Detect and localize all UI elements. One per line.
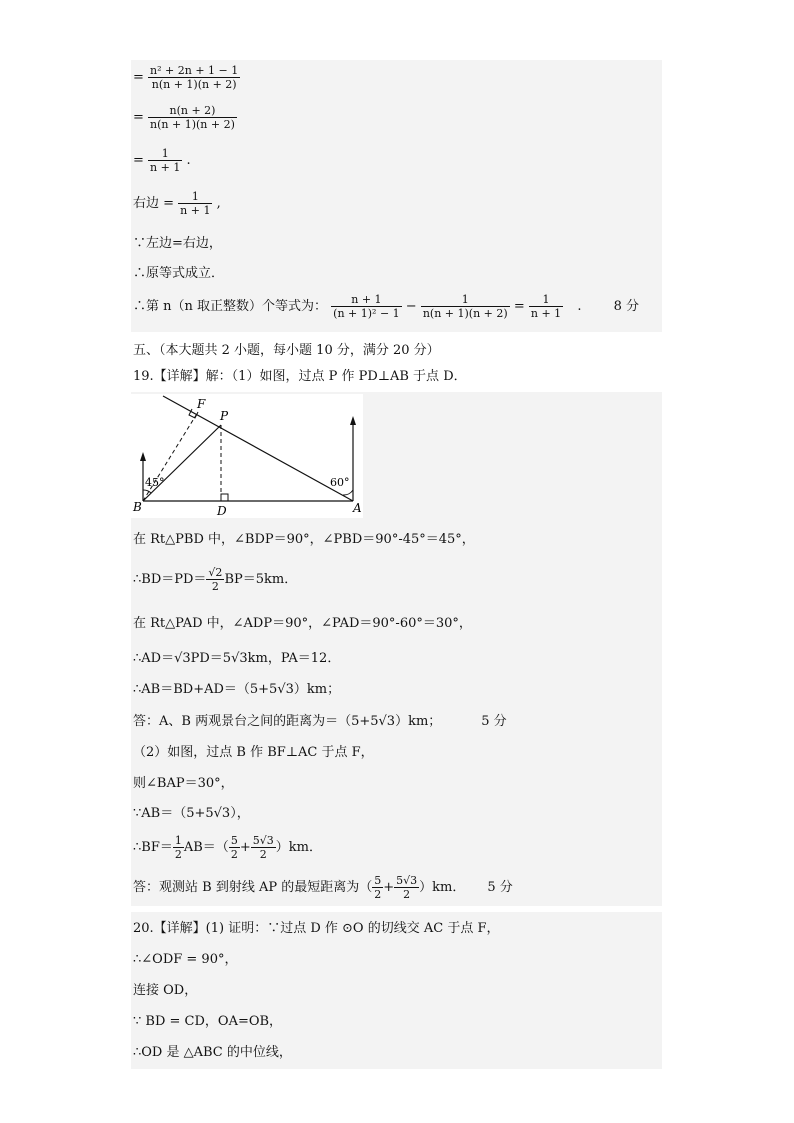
fraction: $\frac{n(n + 2)}{n(n + 1)(n + 2)}$ <box>150 104 235 131</box>
q19-line-2: ∴BD＝PD＝ $\frac{√2}{2}$ BP＝5km． <box>133 566 298 593</box>
label-B: B <box>133 500 142 514</box>
fraction: $\frac{5}{2}$ <box>230 834 238 861</box>
proof-line-2: = $\frac{n(n + 2)}{n(n + 1)(n + 2)}$ <box>133 104 235 131</box>
q20-line-1: 20.【详解】(1) 证明：∵过点 D 作 ⊙O 的切线交 AC 于点 F， <box>133 921 500 936</box>
score: 5 分 <box>481 714 507 729</box>
q19-line-6: 答：A、B 两观景台之间的距离为＝（5+5√3）km； 5 分 <box>133 714 507 729</box>
proof-because: ∵左边=右边， <box>133 236 222 251</box>
fraction: $\frac{1}{2}$ <box>174 834 182 861</box>
angle-label-A: 60° <box>330 476 350 489</box>
q19-line-8: 则∠BAP＝30°， <box>133 776 234 791</box>
proof-nth-equation: ∴第 n（n 取正整数）个等式为： $\frac{n + 1}{\text{(n + 1)² − 1}}$ − $\frac{1}{n(n + 1)(n + 2)}$ = $\frac{1}{n + 1}$ . 8 分 <box>133 293 639 320</box>
fraction: $\frac{5√3}{2}$ <box>396 874 418 901</box>
label-A: A <box>353 501 362 515</box>
angle-arc-B <box>143 490 151 493</box>
fraction: $\frac{1}{n + 1}$ <box>530 293 562 320</box>
fraction: $\frac{5√3}{2}$ <box>252 834 274 861</box>
fraction: $\frac{1}{n + 1}$ <box>180 190 211 217</box>
section-five-heading: 五、（本大题共 2 小题，每小题 10 分，满分 20 分） <box>133 343 440 358</box>
fraction: $\frac{1}{n + 1}$ <box>150 147 181 174</box>
fraction: $\frac{n + 1}{\text{(n + 1)² − 1}}$ <box>333 293 400 320</box>
q19-line-10: ∴BF＝ $\frac{1}{2}$ AB＝（ $\frac{5}{2}$ + $\frac{5√3}{2}$ ）km． <box>133 834 322 861</box>
q20-line-2: ∴∠ODF = 90°， <box>133 952 238 967</box>
proof-therefore: ∴原等式成立． <box>133 266 225 281</box>
right-angle-D <box>221 494 228 501</box>
q19-line-7: （2）如图，过点 B 作 BF⊥AC 于点 F， <box>133 745 374 760</box>
proof-line-3: = $\frac{1}{n + 1}$ . <box>133 147 191 174</box>
proof-line-1: = $\frac{\text{n² + 2n + 1 − 1}}{n(n + 1)(n + 2)}$ <box>133 64 239 91</box>
q20-line-3: 连接 OD， <box>133 983 198 998</box>
score: 8 分 <box>613 299 639 314</box>
q20-line-4: ∵ BD = CD，OA=OB， <box>133 1014 283 1029</box>
q19-line-11: 答：观测站 B 到射线 AP 的最短距离为（ $\frac{5}{2}$ + $\frac{5√3}{2}$ ）km． 5 分 <box>133 874 513 901</box>
q19-header: 19.【详解】解：（1）如图，过点 P 作 PD⊥AB 于点 D． <box>133 369 467 384</box>
score: 5 分 <box>487 880 513 895</box>
q20-line-5: ∴OD 是 △ABC 的中位线， <box>133 1045 292 1060</box>
q19-figure <box>131 394 363 518</box>
q19-line-3: 在 Rt△PAD 中，∠ADP＝90°，∠PAD＝90°-60°＝30°， <box>133 616 472 631</box>
label-P: P <box>220 409 229 423</box>
fraction: $\frac{√2}{2}$ <box>208 566 223 593</box>
q19-line-1: 在 Rt△PBD 中，∠BDP＝90°，∠PBD＝90°-45°＝45°， <box>133 532 475 547</box>
fraction: $\frac{\text{n² + 2n + 1 − 1}}{n(n + 1)(n + 2)}$ <box>150 64 239 91</box>
label-F: F <box>197 397 206 411</box>
angle-arc-A <box>343 490 353 495</box>
segment-BP <box>143 425 221 501</box>
proof-right-side: 右边 = $\frac{1}{n + 1}$ , <box>133 190 221 217</box>
fraction: $\frac{1}{n(n + 1)(n + 2)}$ <box>422 293 508 320</box>
angle-label-B: 45° <box>145 476 165 489</box>
q19-line-9: ∵AB＝（5+5√3）， <box>133 806 250 821</box>
label-D: D <box>217 504 227 518</box>
fraction: $\frac{5}{2}$ <box>374 874 382 901</box>
q19-line-4: ∴AD＝√3PD＝5√3km，PA＝12． <box>133 651 341 666</box>
q19-line-5: ∴AB＝BD+AD＝（5+5√3）km； <box>133 682 341 697</box>
line-FPA <box>163 396 353 501</box>
